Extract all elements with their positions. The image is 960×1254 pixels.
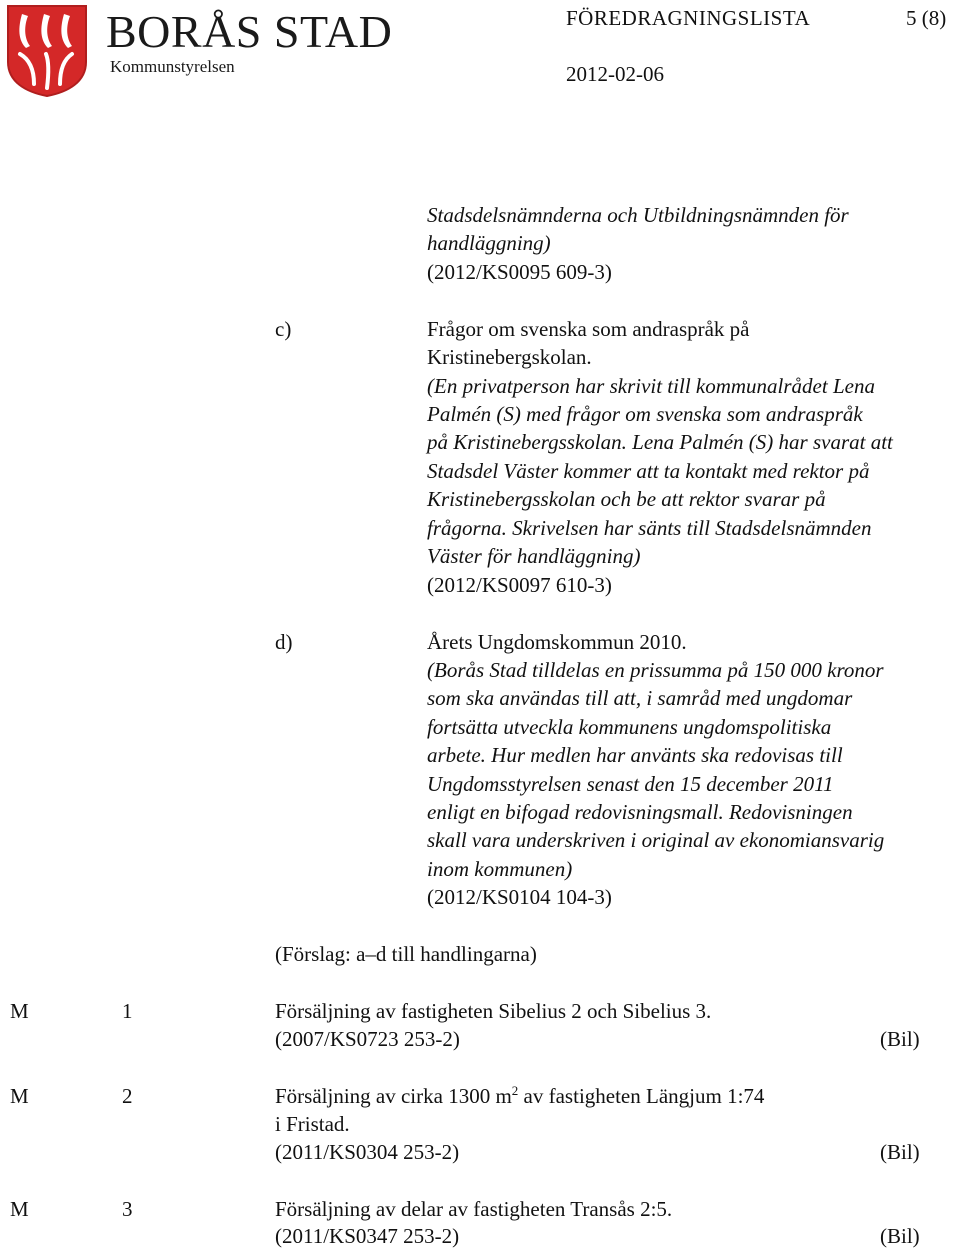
m-item-reference: (2007/KS0723 253-2) [275,1027,460,1051]
attachment-label: (Bil) [880,1140,920,1164]
item-c-title-line: Frågor om svenska som andraspråk på [427,317,750,341]
m-item-title-text: Försäljning av cirka 1300 m [275,1084,512,1108]
m-item-title: Försäljning av fastigheten Sibelius 2 och Sibelius 3. [275,999,712,1023]
m-item-number: 1 [122,999,133,1023]
page-number: 5 (8) [906,6,947,30]
org-name: BORÅS STAD [106,6,393,57]
superscript: 2 [511,1083,519,1098]
item-d-description-line: som ska användas till att, i samråd med ungdomar [427,686,853,710]
item-c-description-line: (En privatperson har skrivit till kommunalrådet Lena [427,374,875,398]
m-item-reference: (2011/KS0304 253-2) [275,1140,460,1164]
item-d-description-line: fortsätta utveckla kommunens ungdomspolitiska [427,715,832,739]
m-item-number: 2 [122,1084,133,1108]
m-item-title-text: av fastigheten Längjum 1:74 [518,1084,765,1108]
item-c-description-line: Palmén (S) med frågor om svenska som andraspråk [427,402,863,426]
item-d-description-line: (Borås Stad tilldelas en prissumma på 150 000 kronor [427,658,884,682]
coat-of-arms-icon [6,4,88,98]
item-d-marker: d) [275,630,293,654]
m-item-prefix: M [10,999,29,1023]
m-item-prefix: M [10,1197,29,1221]
item-d-description-line: enligt en bifogad redovisningsmall. Redovisningen [427,800,853,824]
m-item-number: 3 [122,1197,133,1221]
item-c-marker: c) [275,317,292,341]
org-unit: Kommunstyrelsen [110,57,235,76]
item-c-description-line: frågorna. Skrivelsen har sänts till Stadsdelsnämnden [427,516,872,540]
item-b-reference: (2012/KS0095 609-3) [427,260,612,284]
item-b-continuation-line: Stadsdelsnämnderna och Utbildningsnämnden för [427,203,849,227]
attachment-label: (Bil) [880,1224,920,1248]
item-d-description-line: inom kommunen) [427,857,573,881]
item-c-description-line: Kristinebergsskolan och be att rektor svarar på [427,487,826,511]
item-d-description-line: Ungdomsstyrelsen senast den 15 december 2011 [427,772,834,796]
attachment-label: (Bil) [880,1027,920,1051]
item-d-reference: (2012/KS0104 104-3) [427,885,612,909]
item-c-description-line: på Kristinebergsskolan. Lena Palmén (S) har svarat att [427,430,893,454]
item-c-reference: (2012/KS0097 610-3) [427,573,612,597]
proposal-text: (Förslag: a–d till handlingarna) [275,942,537,966]
m-item-title: Försäljning av delar av fastigheten Transås 2:5. [275,1197,673,1221]
item-d-description-line: arbete. Hur medlen har använts ska redovisas till [427,743,843,767]
m-item-prefix: M [10,1084,29,1108]
item-c-description-line: Väster för handläggning) [427,544,641,568]
item-d-description-line: skall vara underskriven i original av ekonomiansvarig [427,828,885,852]
m-item-reference: (2011/KS0347 253-2) [275,1224,460,1248]
m-item-title [275,1082,764,1110]
m-item-title-line: i Fristad. [275,1112,350,1136]
item-c-title-line: Kristinebergskolan. [427,345,592,369]
document-date: 2012-02-06 [566,62,664,86]
item-c-description-line: Stadsdel Väster kommer att ta kontakt med rektor på [427,459,870,483]
document-title: FÖREDRAGNINGSLISTA [566,6,811,30]
item-b-continuation-line: handläggning) [427,231,551,255]
item-d-title: Årets Ungdomskommun 2010. [427,630,687,654]
